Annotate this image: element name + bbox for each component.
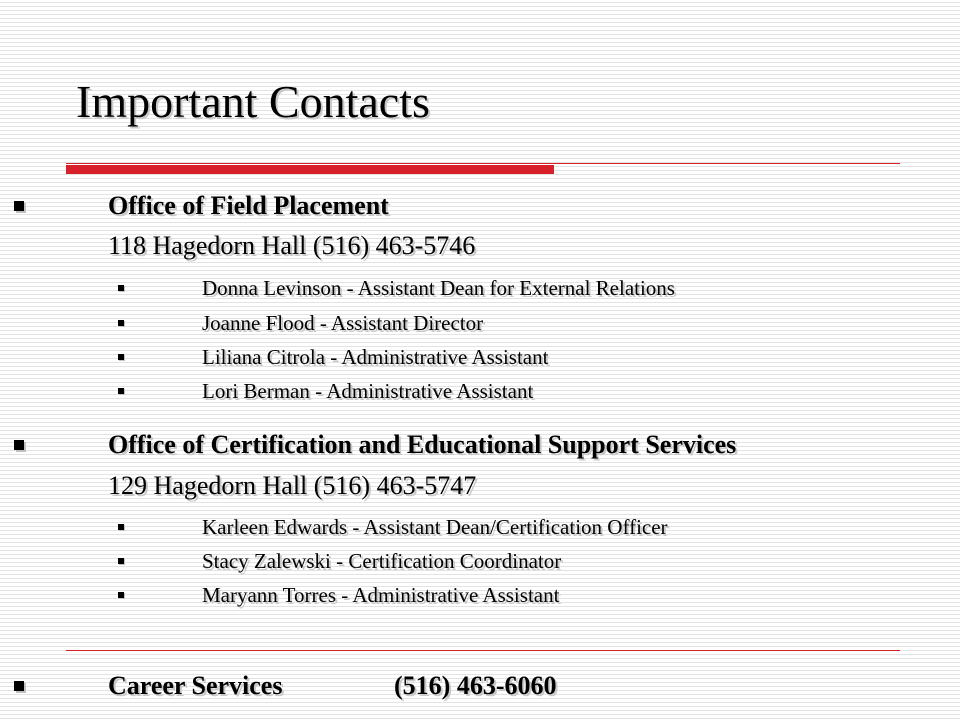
- contact-text: Maryann Torres - Administrative Assistant: [202, 583, 560, 607]
- contact-text: Lori Berman - Administrative Assistant: [202, 379, 534, 403]
- section-address: 118 Hagedorn Hall (516) 463-5746: [108, 231, 476, 260]
- square-bullet-icon: [14, 681, 24, 691]
- title-underline-thick: [66, 165, 554, 174]
- section-heading: Office of Certification and Educational Support Services: [108, 430, 737, 459]
- section-heading: Career Services: [108, 671, 283, 700]
- square-bullet-icon: [14, 201, 24, 211]
- contact-text: Karleen Edwards - Assistant Dean/Certification Officer: [202, 515, 668, 539]
- bottom-divider: [66, 650, 900, 651]
- contact-text: Stacy Zalewski - Certification Coordinator: [202, 549, 562, 573]
- small-square-bullet-icon: [118, 558, 124, 564]
- contact-text: Liliana Citrola - Administrative Assistant: [202, 345, 549, 369]
- small-square-bullet-icon: [118, 592, 124, 598]
- career-services-phone: (516) 463-6060: [394, 671, 557, 700]
- square-bullet-icon: [14, 440, 24, 450]
- small-square-bullet-icon: [118, 388, 124, 394]
- small-square-bullet-icon: [118, 320, 124, 326]
- small-square-bullet-icon: [118, 354, 124, 360]
- small-square-bullet-icon: [118, 285, 124, 291]
- small-square-bullet-icon: [118, 524, 124, 530]
- section-address: 129 Hagedorn Hall (516) 463-5747: [108, 471, 477, 500]
- page-title: Important Contacts: [76, 76, 430, 127]
- contact-text: Joanne Flood - Assistant Director: [202, 311, 484, 335]
- section-heading: Office of Field Placement: [108, 191, 389, 220]
- contact-text: Donna Levinson - Assistant Dean for External Relations: [202, 276, 675, 300]
- title-underline-thin: [66, 163, 900, 164]
